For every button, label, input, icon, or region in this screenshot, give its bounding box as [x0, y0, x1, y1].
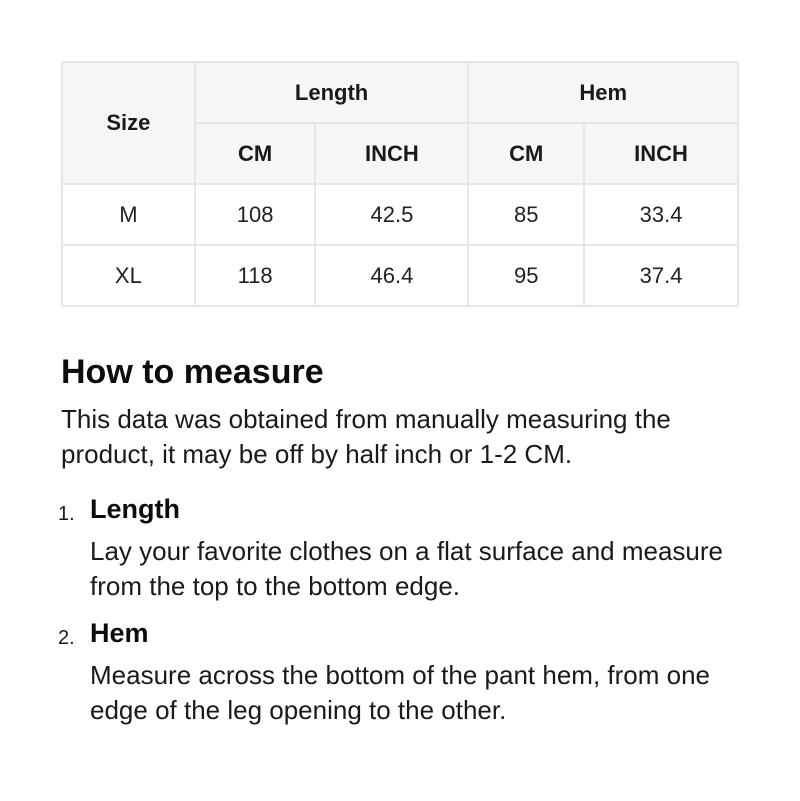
list-item-description: Lay your favorite clothes on a flat surface and measure from the top to the bottom edge. [90, 536, 724, 601]
hem-cm-cell: 95 [468, 245, 584, 306]
length-cm-cell: 108 [195, 184, 316, 245]
how-to-measure-section [58, 348, 761, 728]
list-item-number: 1. [58, 503, 75, 525]
size-cell: M [62, 184, 195, 245]
list-item-title: Hem [90, 618, 149, 648]
hem-inch-header: INCH [584, 123, 738, 184]
hem-inch-cell: 33.4 [584, 184, 738, 245]
list-item-number: 2. [58, 627, 75, 649]
table-header-row [62, 62, 738, 123]
hem-cm-header: CM [468, 123, 584, 184]
list-item [58, 617, 761, 728]
length-inch-cell: 46.4 [315, 245, 468, 306]
length-cm-cell: 118 [195, 245, 316, 306]
length-inch-cell: 42.5 [315, 184, 468, 245]
table-row [62, 245, 738, 306]
size-chart-table [61, 61, 739, 307]
list-item-description: Measure across the bottom of the pant hem, from one edge of the leg opening to the other. [90, 660, 710, 725]
list-item [58, 493, 761, 604]
hem-group-header: Hem [468, 62, 738, 123]
length-inch-header: INCH [315, 123, 468, 184]
length-cm-header: CM [195, 123, 316, 184]
hem-inch-cell: 37.4 [584, 245, 738, 306]
measure-steps-list [58, 493, 761, 728]
size-column-header: Size [62, 62, 195, 184]
how-to-measure-intro: This data was obtained from manually measuring the product, it may be off by half inch or 1-2 CM. [61, 404, 671, 469]
length-group-header: Length [195, 62, 469, 123]
table-row [62, 184, 738, 245]
list-item-title: Length [90, 494, 180, 524]
how-to-measure-title: How to measure [61, 353, 324, 391]
size-cell: XL [62, 245, 195, 306]
hem-cm-cell: 85 [468, 184, 584, 245]
